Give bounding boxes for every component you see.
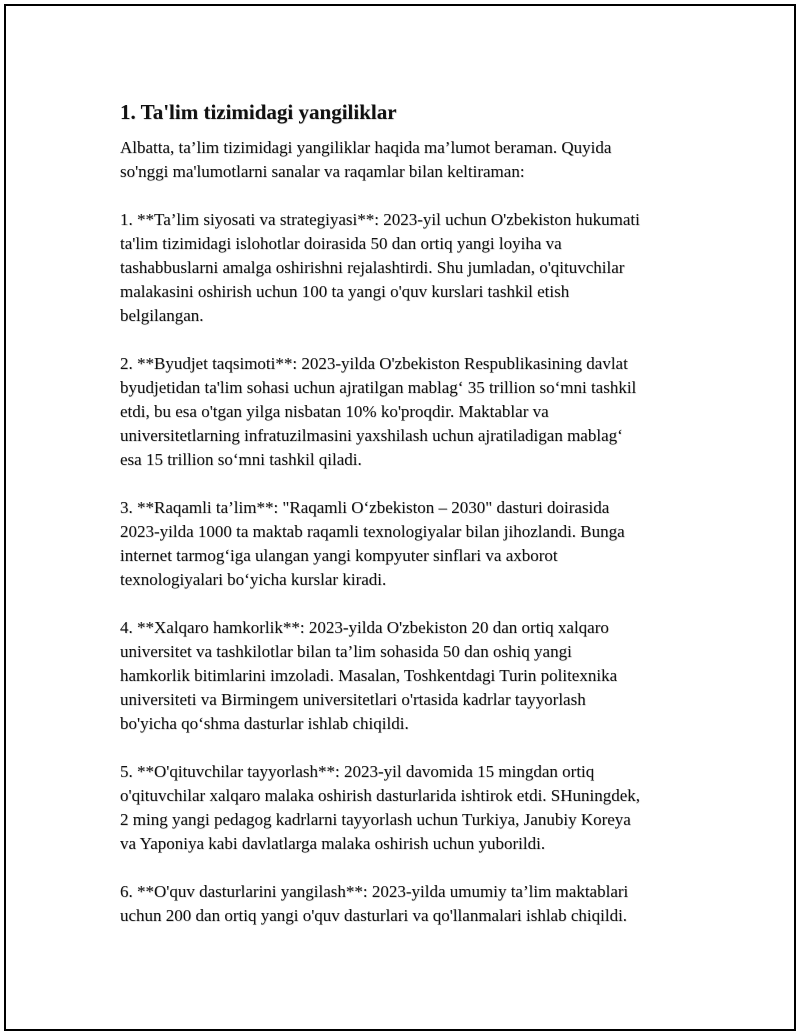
- text-line: universiteti va Birmingem universitetlari o'rtasida kadrlar tayyorlash: [120, 690, 586, 709]
- text-line: malakasini oshirish uchun 100 ta yangi o'quv kurslari tashkil etish: [120, 282, 570, 301]
- text-line: 2. **Byudjet taqsimoti**: 2023-yilda O'zbekiston Respublikasining davlat: [120, 354, 628, 373]
- item-3-paragraph: [120, 496, 700, 592]
- text-line: ta'lim tizimidagi islohotlar doirasida 50 dan ortiq yangi loyiha va: [120, 234, 562, 253]
- text-line: va Yaponiya kabi davlatlarga malaka oshirish uchun yuborildi.: [120, 834, 546, 853]
- text-line: 3. **Raqamli ta’lim**: "Raqamli O‘zbekiston – 2030" dasturi doirasida: [120, 498, 610, 517]
- document-body: [120, 98, 700, 952]
- text-line: 5. **O'qituvchilar tayyorlash**: 2023-yil davomida 15 mingdan ortiq: [120, 762, 595, 781]
- text-line: etdi, bu esa o'tgan yilga nisbatan 10% ko'proqdir. Maktablar va: [120, 402, 549, 421]
- text-line: 2 ming yangi pedagog kadrlarni tayyorlash uchun Turkiya, Janubiy Koreya: [120, 810, 631, 829]
- text-line: 6. **O'quv dasturlarini yangilash**: 2023-yilda umumiy ta’lim maktablari: [120, 882, 629, 901]
- item-6-paragraph: [120, 880, 700, 928]
- text-line: universitet va tashkilotlar bilan ta’lim sohasida 50 dan oshiq yangi: [120, 642, 572, 661]
- text-line: so'nggi ma'lumotlarni sanalar va raqamlar bilan keltiraman:: [120, 162, 525, 181]
- text-line: uchun 200 dan ortiq yangi o'quv dasturlari va qo'llanmalari ishlab chiqildi.: [120, 906, 628, 925]
- intro-paragraph: [120, 136, 700, 184]
- text-line: esa 15 trillion so‘mni tashkil qiladi.: [120, 450, 362, 469]
- text-line: byudjetidan ta'lim sohasi uchun ajratilgan mablag‘ 35 trillion so‘mni tashkil: [120, 378, 637, 397]
- item-2-paragraph: [120, 352, 700, 472]
- text-line: belgilangan.: [120, 306, 204, 325]
- document-heading: 1. Ta'lim tizimidagi yangiliklar: [120, 100, 397, 124]
- page-frame: [4, 4, 796, 1031]
- text-line: hamkorlik bitimlarini imzoladi. Masalan, Toshkentdagi Turin politexnika: [120, 666, 618, 685]
- text-line: texnologiyalari bo‘yicha kurslar kiradi.: [120, 570, 387, 589]
- text-line: Albatta, ta’lim tizimidagi yangiliklar haqida ma’lumot beraman. Quyida: [120, 138, 612, 157]
- item-1-paragraph: [120, 208, 700, 328]
- text-line: 4. **Xalqaro hamkorlik**: 2023-yilda O'zbekiston 20 dan ortiq xalqaro: [120, 618, 609, 637]
- item-5-paragraph: [120, 760, 700, 856]
- item-4-paragraph: [120, 616, 700, 736]
- text-line: 1. **Ta’lim siyosati va strategiyasi**: 2023-yil uchun O'zbekiston hukumati: [120, 210, 640, 229]
- text-line: bo'yicha qo‘shma dasturlar ishlab chiqildi.: [120, 714, 409, 733]
- text-line: tashabbuslarni amalga oshirishni rejalashtirdi. Shu jumladan, o'qituvchilar: [120, 258, 625, 277]
- text-line: 2023-yilda 1000 ta maktab raqamli texnologiyalar bilan jihozlandi. Bunga: [120, 522, 625, 541]
- text-line: universitetlarning infratuzilmasini yaxshilash uchun ajratiladigan mablag‘: [120, 426, 623, 445]
- text-line: o'qituvchilar xalqaro malaka oshirish dasturlarida ishtirok etdi. SHuningdek,: [120, 786, 641, 805]
- text-line: internet tarmog‘iga ulangan yangi kompyuter sinflari va axborot: [120, 546, 558, 565]
